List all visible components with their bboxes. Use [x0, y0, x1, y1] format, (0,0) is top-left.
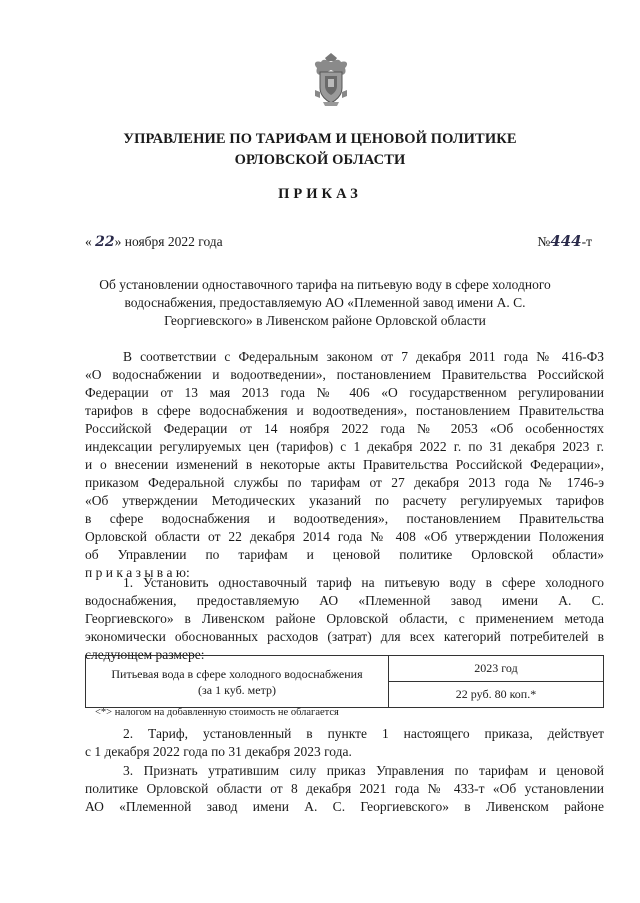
preamble-line: и о внесении изменений в некоторые акты Правительства Российской Федерации»,	[85, 457, 604, 472]
preamble-line: «Об утверждении Методических указаний по расчету регулируемых тарифов	[85, 493, 604, 508]
subject-line: Георгиевского» в Ливенском районе Орловской области	[164, 313, 486, 328]
item-2-line: с 1 декабря 2022 года по 31 декабря 2023 года.	[85, 744, 352, 759]
item-1-line: экономически обоснованных расходов (затрат) для всех категорий потребителей в	[85, 629, 604, 644]
item-2-paragraph	[85, 725, 604, 761]
coat-of-arms-emblem	[311, 52, 351, 108]
preamble-line: Российской Федерации от 14 ноября 2022 года № 2053 «Об особенностях	[85, 421, 604, 436]
item-1-paragraph	[85, 574, 604, 664]
preamble-line: Федерации от 13 мая 2013 года № 406 «О государственном регулировании	[85, 385, 604, 400]
preamble-line: «О водоснабжении и водоотведении», постановлением Правительства Российской	[85, 367, 604, 382]
preamble-line: Орловской области от 22 декабря 2014 года № 408 «Об утверждении Положения	[85, 529, 604, 544]
item-1-line: водоснабжения, предоставляемую АО «Племенной завод имени А. С.	[85, 593, 604, 608]
preamble-line: индексации регулируемых цен (тарифов) с 1 декабря 2022 г. по 31 декабря 2023 г.	[85, 439, 604, 454]
number-suffix: -т	[581, 234, 592, 249]
preamble-line: тарифов в сфере водоснабжения и водоотведения», постановлением Правительства	[85, 403, 604, 418]
tariff-label-line-1: Питьевая вода в сфере холодного водоснабжения	[111, 666, 363, 681]
item-1-line: следующем размере:	[85, 647, 205, 662]
preamble-line: приказом Федеральной службы по тарифам от 27 декабря 2013 года № 1746-э	[85, 475, 604, 490]
tariff-table-label-cell	[86, 656, 389, 708]
preamble-line: об Управлении по тарифам и ценовой политике Орловской области»	[85, 547, 604, 562]
order-subject	[90, 276, 560, 330]
number-prefix: №	[537, 234, 551, 249]
preamble-line: В соответствии с Федеральным законом от 7 декабря 2011 года № 416-ФЗ	[123, 349, 604, 364]
tariff-table	[85, 655, 604, 708]
date-open-quote: «	[85, 234, 96, 249]
tariff-label-line-2: (за 1 куб. метр)	[198, 682, 276, 697]
item-1-line: Георгиевского» в Ливенском районе Орловской области, с применением метода	[85, 611, 604, 626]
document-type-title: ПРИКАЗ	[278, 186, 362, 202]
vat-footnote: <*> налогом на добавленную стоимость не облагается	[95, 707, 339, 718]
preamble-paragraph	[85, 348, 604, 582]
org-name-line-1: УПРАВЛЕНИЕ ПО ТАРИФАМ И ЦЕНОВОЙ ПОЛИТИКЕ	[123, 131, 517, 147]
number-handwritten: 444	[550, 232, 582, 250]
preamble-line: в сфере водоснабжения и водоотведения», постановлением Правительства	[85, 511, 604, 526]
item-3-line: 3. Признать утратившим силу приказ Управления по тарифам и ценовой	[123, 763, 604, 778]
date-day-handwritten: 22	[95, 234, 115, 250]
item-3-line: политике Орловской области от 8 декабря 2021 года № 433-т «Об установлении	[85, 781, 604, 796]
item-3-line: АО «Племенной завод имени А. С. Георгиевского» в Ливенском районе	[85, 799, 604, 814]
order-number	[537, 232, 592, 250]
tariff-price-cell: 22 руб. 80 коп.*	[389, 682, 604, 708]
org-name-line-2: ОРЛОВСКОЙ ОБЛАСТИ	[234, 152, 406, 168]
item-1-line: 1. Установить одноставочный тариф на питьевую воду в сфере холодного	[123, 575, 604, 590]
order-date	[85, 234, 223, 250]
item-3-paragraph	[85, 762, 604, 816]
subject-line: Об установлении одноставочного тарифа на питьевую воду в сфере холодного	[99, 277, 551, 292]
date-rest: » ноября 2022 года	[114, 234, 223, 249]
subject-line: водоснабжения, предоставляемую АО «Племенной завод имени А. С.	[124, 295, 526, 310]
preamble-line-decree: п р и к а з ы в а ю:	[85, 565, 190, 580]
tariff-year-cell: 2023 год	[389, 656, 604, 682]
item-2-line: 2. Тариф, установленный в пункте 1 настоящего приказа, действует	[123, 726, 604, 741]
